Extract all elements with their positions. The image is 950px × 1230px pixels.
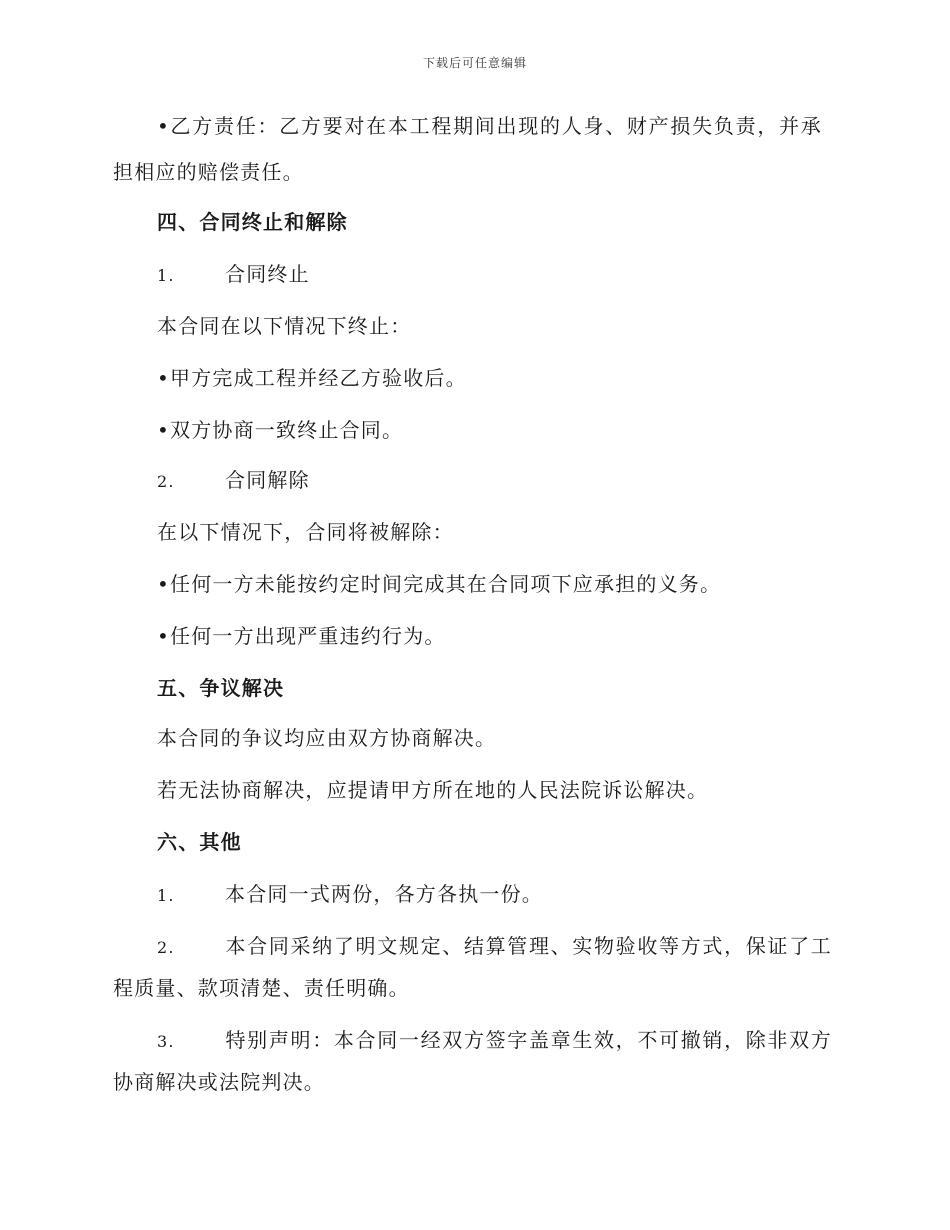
section-5-title: 五、争议解决 bbox=[157, 676, 285, 700]
section-6-title: 六、其他 bbox=[157, 830, 242, 854]
s4-item-1-number: 1. bbox=[157, 266, 175, 285]
page-header: 下载后可任意编辑 bbox=[422, 56, 527, 70]
s5-line-1: 本合同的争议均应由双方协商解决。 bbox=[157, 726, 497, 750]
s6-item-3-line2: 协商解决或法院判决。 bbox=[113, 1070, 325, 1094]
s4-item-1 bbox=[157, 252, 882, 298]
responsibility-paragraph-line1: •乙方责任：乙方要对在本工程期间出现的人身、财产损失负责，并承 bbox=[157, 114, 822, 138]
s6-item-3-line1 bbox=[157, 1018, 832, 1064]
s4-rescission-bullet-2: •任何一方出现严重违约行为。 bbox=[157, 624, 446, 648]
s4-termination-bullet-1: •甲方完成工程并经乙方验收后。 bbox=[157, 366, 467, 390]
s4-rescission-intro: 在以下情况下，合同将被解除： bbox=[157, 520, 454, 544]
s4-termination-intro: 本合同在以下情况下终止： bbox=[157, 314, 412, 338]
s6-item-1-number: 1. bbox=[157, 886, 175, 905]
s6-item-1-text: 本合同一式两份，各方各执一份。 bbox=[225, 882, 543, 906]
s6-item-3-number: 3. bbox=[157, 1032, 175, 1051]
s4-item-2-number: 2. bbox=[157, 472, 175, 491]
s6-item-2-text-line1: 本合同采纳了明文规定、结算管理、实物验收等方式，保证了工 bbox=[225, 934, 832, 958]
s6-item-1 bbox=[157, 872, 882, 918]
responsibility-paragraph-line2: 担相应的赔偿责任。 bbox=[113, 160, 304, 184]
s6-item-3-text-line1: 特别声明：本合同一经双方签字盖章生效，不可撤销，除非双方 bbox=[225, 1028, 832, 1052]
section-4-title: 四、合同终止和解除 bbox=[157, 210, 348, 234]
s4-rescission-bullet-1: •任何一方未能按约定时间完成其在合同项下应承担的义务。 bbox=[157, 572, 722, 596]
s4-item-2-label: 合同解除 bbox=[225, 468, 310, 492]
s4-termination-bullet-2: •双方协商一致终止合同。 bbox=[157, 418, 404, 442]
s6-item-2-number: 2. bbox=[157, 938, 175, 957]
s4-item-2 bbox=[157, 458, 882, 504]
s6-item-2-line1 bbox=[157, 924, 832, 970]
s5-line-2: 若无法协商解决，应提请甲方所在地的人民法院诉讼解决。 bbox=[157, 778, 709, 802]
s4-item-1-label: 合同终止 bbox=[225, 262, 310, 286]
s6-item-2-line2: 程质量、款项清楚、责任明确。 bbox=[113, 976, 410, 1000]
